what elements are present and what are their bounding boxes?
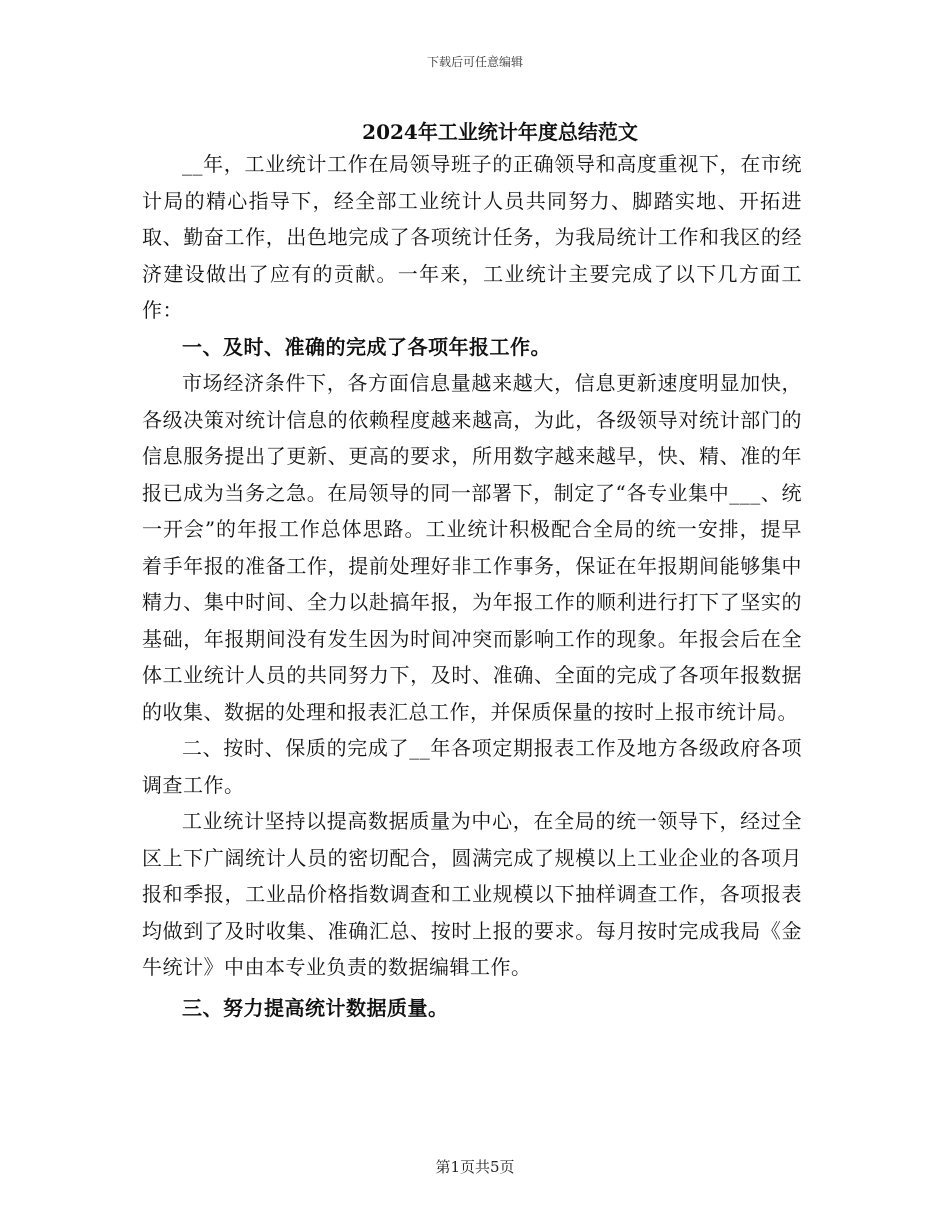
- header-note: 下载后可任意编辑: [426, 55, 523, 69]
- section-heading-1: 一、及时、准确的完成了各项年报工作。: [182, 334, 551, 359]
- page-number: 第1页共5页: [435, 1158, 515, 1176]
- document-body: [142, 146, 802, 1026]
- document-title: 2024年工业统计年度总结范文: [362, 120, 638, 144]
- intro-paragraph: __年，工业统计工作在局领导班子的正确领导和高度重视下，在市统计局的精心指导下，经全部工业统计人员共同努力、脚踏实地、开拓进取、勤奋工作，出色地完成了各项统计任务，为我局统计工作和我区的经济建设做出了应有的贡献。一年来，工业统计主要完成了以下几方面工作：: [142, 152, 802, 322]
- section-heading-3: 三、努力提高统计数据质量。: [182, 995, 449, 1020]
- section-1-paragraph: 市场经济条件下，各方面信息量越来越大，信息更新速度明显加快，各级决策对统计信息的依赖程度越来越高，为此，各级领导对统计部门的信息服务提出了更新、更高的要求，所用数字越来越早，快、精、准的年报已成为当务之急。在局领导的同一部署下，制定了“各专业集中___、统一开会”的年报工作总体思路。工业统计积极配合全局的统一安排，提早着手年报的准备工作，提前处理好非工作事务，保证在年报期间能够集中精力、集中时间、全力以赴搞年报，为年报工作的顺利进行打下了坚实的基础，年报期间没有发生因为时间冲突而影响工作的现象。年报会后在全体工业统计人员的共同努力下，及时、准确、全面的完成了各项年报数据的收集、数据的处理和报表汇总工作，并保质保量的按时上报市统计局。: [142, 371, 802, 724]
- section-2-paragraph: 工业统计坚持以提高数据质量为中心，在全局的统一领导下，经过全区上下广阔统计人员的密切配合，圆满完成了规模以上工业企业的各项月报和季报，工业品价格指数调查和工业规模以下抽样调查工作，各项报表均做到了及时收集、准确汇总、按时上报的要求。每月按时完成我局《金牛统计》中由本专业负责的数据编辑工作。: [142, 809, 802, 979]
- section-heading-2: 二、按时、保质的完成了__年各项定期报表工作及地方各级政府各项调查工作。: [142, 736, 802, 797]
